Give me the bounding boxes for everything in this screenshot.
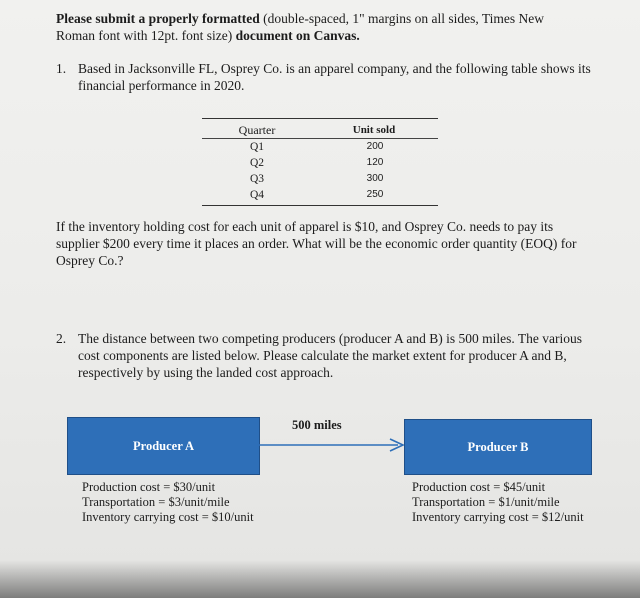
instructions-format-details: (double-spaced, 1" margins on all sides, Times New Roman font with 12pt. font size)	[56, 11, 544, 43]
units-cell: 250	[366, 189, 384, 200]
producer-b-transportation-cost: Transportation = $1/unit/mile	[412, 495, 560, 509]
instructions-bold-lead: Please submit a properly formatted	[56, 11, 260, 26]
producer-b-box	[404, 419, 592, 475]
submission-instructions	[56, 10, 576, 44]
table-header-rule	[202, 138, 438, 139]
question-2	[56, 330, 596, 381]
question-2-number: 2.	[56, 331, 67, 346]
table-top-rule	[202, 118, 438, 119]
producer-b-costs	[412, 480, 584, 525]
producer-a-transportation-cost: Transportation = $3/unit/mile	[82, 495, 230, 509]
units-cell: 120	[366, 157, 384, 168]
table-row	[202, 141, 438, 158]
question-1-text: Based in Jacksonville FL, Osprey Co. is an apparel company, and the following table shows its financial performance in 2020.	[78, 61, 591, 93]
table-header-unit-sold: Unit sold	[352, 124, 396, 136]
producer-a-label: Producer A	[133, 438, 194, 453]
instructions-bold-tail: document on Canvas.	[235, 28, 360, 43]
photo-shadow	[0, 560, 640, 598]
question-2-text: The distance between two competing producers (producer A and B) is 500 miles. The various cost components are listed below. Please calculate the market extent for producer A and B, respectively by using the landed cost approach.	[78, 331, 582, 380]
units-cell: 200	[366, 141, 384, 152]
producer-b-inventory-cost: Inventory carrying cost = $12/unit	[412, 510, 584, 524]
table-row	[202, 189, 438, 206]
table-row	[202, 173, 438, 190]
producer-b-production-cost: Production cost = $45/unit	[412, 480, 546, 494]
table-header-quarter: Quarter	[238, 123, 276, 137]
producer-a-inventory-cost: Inventory carrying cost = $10/unit	[82, 510, 254, 524]
producer-b-label: Producer B	[467, 439, 529, 454]
question-1-follow-up: If the inventory holding cost for each unit of apparel is $10, and Osprey Co. needs to pay its supplier $200 every time it places an order. What will be the economic order quantity (EOQ) for Osprey Co.?	[56, 219, 577, 268]
distance-label: 500 miles	[292, 418, 342, 432]
question-1	[56, 60, 596, 94]
question-1-number: 1.	[56, 61, 67, 76]
distance-arrow-icon	[258, 437, 406, 453]
quarter-cell: Q2	[249, 157, 265, 169]
table-bottom-rule	[202, 205, 438, 206]
producer-a-production-cost: Production cost = $30/unit	[82, 480, 216, 494]
table-row	[202, 157, 438, 174]
producer-a-box	[67, 417, 260, 475]
units-cell: 300	[366, 173, 384, 184]
quarter-cell: Q4	[249, 189, 265, 201]
producer-a-costs	[82, 480, 254, 525]
quarter-cell: Q3	[249, 173, 265, 185]
quarter-cell: Q1	[249, 141, 265, 153]
